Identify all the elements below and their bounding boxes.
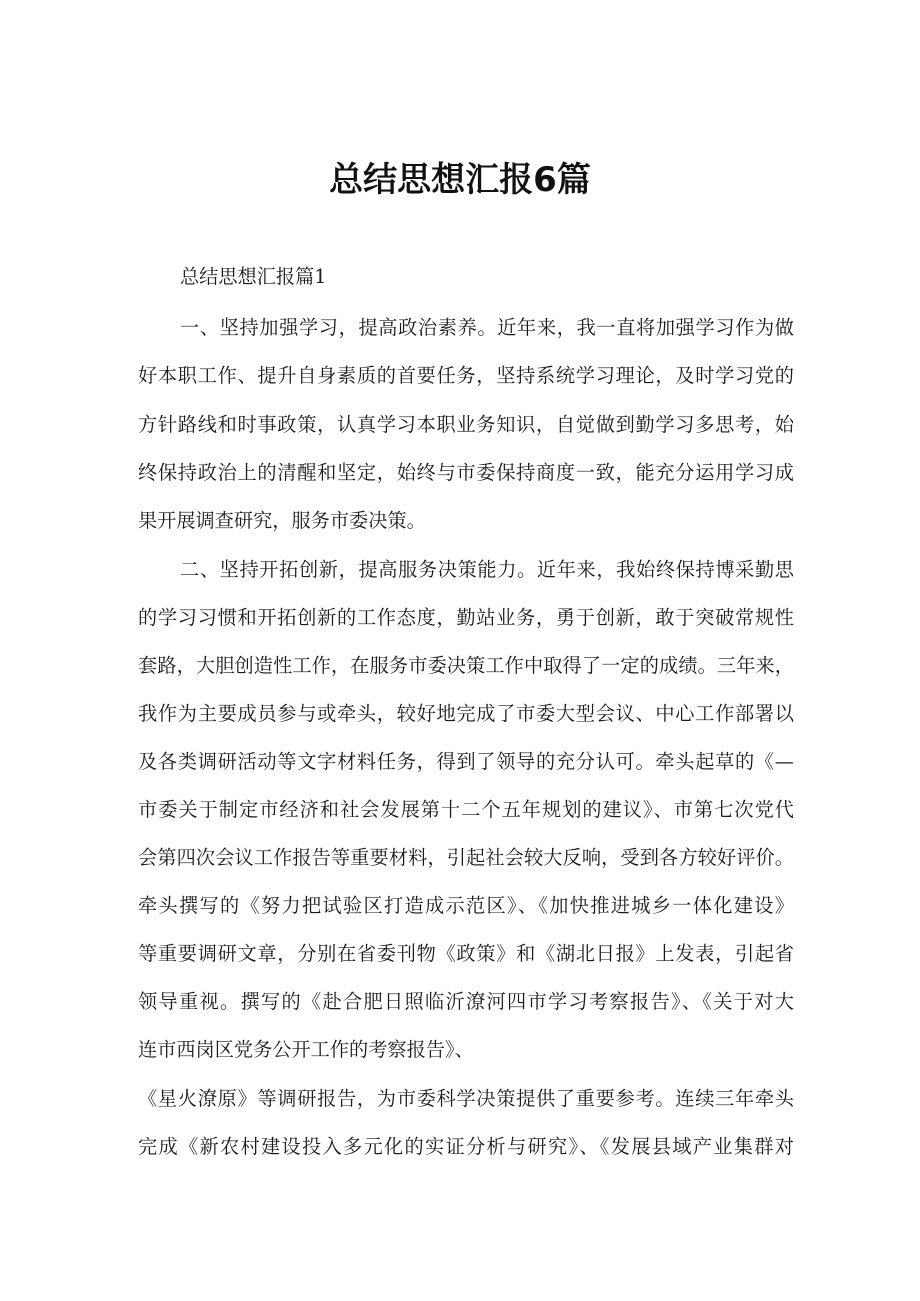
paragraph-line: 领导重视。撰写的《赴合肥日照临沂潦河四市学习考察报告》、《关于对大 [138, 990, 794, 1013]
paragraph-line: 一、坚持加强学习，提高政治素养。近年来，我一直将加强学习作为做 [180, 316, 794, 339]
paragraph-line: 好本职工作、提升自身素质的首要任务，坚持系统学习理论，及时学习党的 [138, 364, 794, 387]
document-title: 总结思想汇报6篇 [329, 160, 591, 200]
paragraph-line: 连市西岗区党务公开工作的考察报告》、 [138, 1038, 474, 1061]
paragraph-line: 方针路线和时事政策，认真学习本职业务知识，自觉做到勤学习多思考，始 [138, 413, 794, 436]
paragraph-line: 套路，大胆创造性工作，在服务市委决策工作中取得了一定的成绩。三年来， [138, 654, 794, 677]
paragraph-line: 及各类调研活动等文字材料任务，得到了领导的充分认可。牵头起草的《— [138, 750, 794, 773]
paragraph-line: 果开展调查研究，服务市委决策。 [138, 509, 426, 532]
paragraph-line: 等重要调研文章，分别在省委刊物《政策》和《湖北日报》上发表，引起省 [138, 942, 794, 965]
paragraph-line: 《星火潦原》等调研报告，为市委科学决策提供了重要参考。连续三年牵头 [138, 1087, 794, 1110]
paragraph-line: 完成《新农村建设投入多元化的实证分析与研究》、《发展县域产业集群对 [138, 1135, 794, 1158]
paragraph-line: 牵头撰写的《努力把试验区打造成示范区》、《加快推进城乡一体化建设》 [138, 894, 794, 917]
paragraph-line: 二、坚持开拓创新，提高服务决策能力。近年来，我始终保持博采勤思 [180, 558, 794, 581]
paragraph-line: 我作为主要成员参与或牵头，较好地完成了市委大型会议、中心工作部署以 [138, 702, 794, 725]
paragraph-line: 的学习习惯和开拓创新的工作态度，勤站业务，勇于创新，敢于突破常规性 [138, 606, 794, 629]
paragraph-line: 终保持政治上的清醒和坚定，始终与市委保持商度一致，能充分运用学习成 [138, 461, 794, 484]
paragraph-line: 市委关于制定市经济和社会发展第十二个五年规划的建议》、市第七次党代 [138, 798, 794, 821]
paragraph-line: 会第四次会议工作报告等重要材料，引起社会较大反响，受到各方较好评价。 [138, 846, 794, 869]
section-heading: 总结思想汇报篇1 [180, 265, 327, 288]
